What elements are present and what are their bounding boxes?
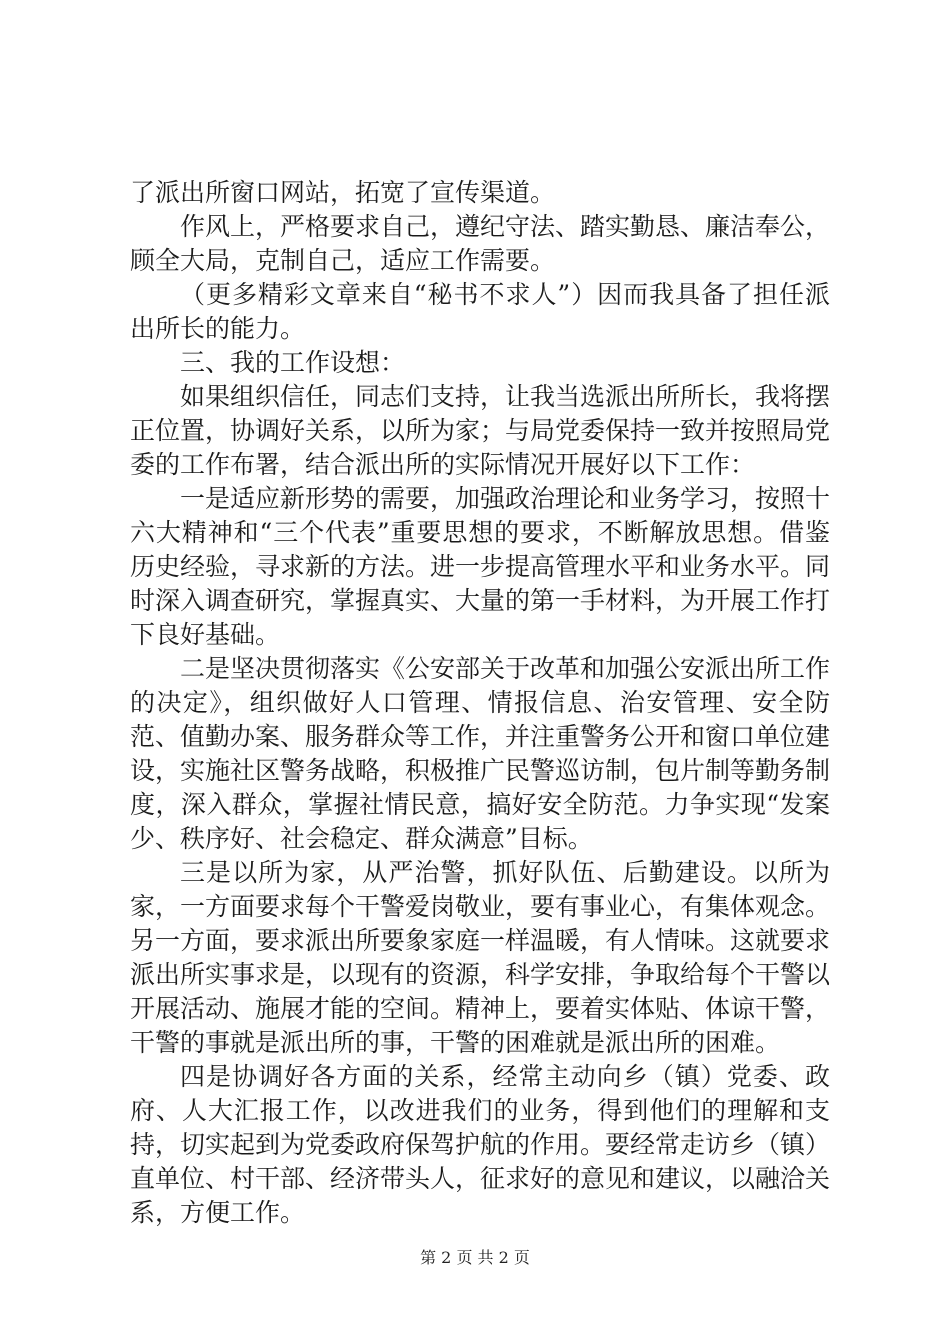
paragraph: 二是坚决贯彻落实《公安部关于改革和加强公安派出所工作的决定》，组织做好人口管理、情报信息、治安管理、安全防范、值勤办案、服务群众等工作，并注重警务公开和窗口单位建设，实施社区警务战略，积极推广民警巡访制，包片制等勤务制度，深入群众，掌握社情民意，搞好安全防范。力争实现“发案少、秩序好、社会稳定、群众满意”目标。 (130, 654, 831, 853)
paragraph: 了派出所窗口网站，拓宽了宣传渠道。 (130, 178, 556, 207)
document-body (130, 176, 830, 1230)
paragraph: 如果组织信任，同志们支持，让我当选派出所所长，我将摆正位置，协调好关系，以所为家；与局党委保持一致并按照局党委的工作布署，结合派出所的实际情况开展好以下工作： (130, 382, 831, 479)
page-number: 第 2 页 共 2 页 (420, 1248, 530, 1267)
section-heading: 三、我的工作设想： (180, 348, 406, 377)
paragraph: （更多精彩文章来自“秘书不求人”）因而我具备了担任派出所长的能力。 (130, 280, 830, 343)
paragraph: 一是适应新形势的需要，加强政治理论和业务学习，按照十六大精神和“三个代表”重要思想的要求，不断解放思想。借鉴历史经验，寻求新的方法。进一步提高管理水平和业务水平。同时深入调查研究，掌握真实、大量的第一手材料，为开展工作打下良好基础。 (130, 484, 831, 649)
paragraph: 三是以所为家，从严治警，抓好队伍、后勤建设。以所为家，一方面要求每个干警爱岗敬业，要有事业心，有集体观念。另一方面，要求派出所要象家庭一样温暖，有人情味。这就要求派出所实事求是，以现有的资源，科学安排，争取给每个干警以开展活动、施展才能的空间。精神上，要着实体贴、体谅干警，干警的事就是派出所的事，干警的困难就是派出所的困难。 (130, 858, 831, 1057)
paragraph: 作风上，严格要求自己，遵纪守法、踏实勤恳、廉洁奉公，顾全大局，克制自己，适应工作需要。 (130, 212, 831, 275)
paragraph: 四是协调好各方面的关系，经常主动向乡（镇）党委、政府、人大汇报工作，以改进我们的业务，得到他们的理解和支持，切实起到为党委政府保驾护航的作用。要经常走访乡（镇）直单位、村干部、经济带头人，征求好的意见和建议，以融洽关系，方便工作。 (130, 1062, 831, 1227)
